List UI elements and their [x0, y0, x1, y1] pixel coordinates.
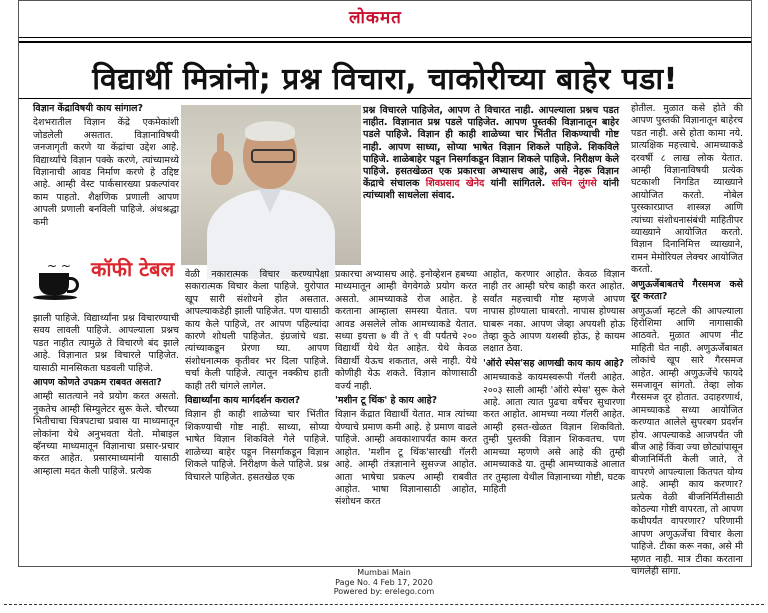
page-footer — [0, 568, 768, 597]
pull-quote — [363, 105, 619, 265]
column-4 — [483, 269, 625, 563]
column-5 — [631, 103, 743, 578]
top-rule — [19, 37, 751, 38]
coffee-cup-icon — [39, 273, 69, 295]
portrait-photo — [181, 105, 361, 265]
paragraph: देशभरातील विज्ञान केंद्रे एकमेकांशी जोडलेली असतात. विज्ञानाविषयी जनजागृती करणे या केंद्रांचा उद्देश आहे. विद्यार्थ्यांचे विज्ञान पक्के करणे, त्यांच्यामध्ये विज्ञानाची आवड निर्माण करणे हे उद्दिष्ट आहे. आम्ही वेस्ट पार्कसारख्या प्रकल्पांवर काम पाहतो. शैक्षणिक प्रणाली आपण आपली प्रणाली बनविली पाहिजे. अंधश्रद्धा कमी — [33, 117, 179, 228]
article-headline: विद्यार्थी मित्रांनो; प्रश्न विचारा, चाकोरीच्या बाहेर पडा! — [92, 62, 678, 97]
quote-tail-2: यांनी त्यांच्याशी साधलेला संवाद. — [363, 178, 619, 202]
cut-line — [4, 604, 764, 605]
paragraph: अणुऊर्जा म्हटले की आपल्याला हिरोशिमा आणि नागासाकी आठवते. मुळात आपण नीट माहिती घेत नाही. अणुऊर्जेबाबत लोकांचे खूप सारे गैरसमज आहेत. आम्ही अणुऊर्जेचे फायदे समजावून सांगतो. तेव्हा लोक गैरसमज दूर होतात. उदाहरणार्थ, आमच्याकडे सध्या आयोजित करण्यात आलेले सुपरबग प्रदर्शन होय. आपल्याकडे आजपर्यंत जी बीज आहे किंवा ज्या छोट्यांपासून बीजानिर्मिती केली जाते, ते वापरणे आपल्याला कितपत योग्य आहे. आम्ही काय करणार? प्रत्येक वेळी बीजनिर्मितीसाठी कोठल्या गोष्टी वापरता, तो आपण कधीपर्यंत वापरणार? परिणामी आपण अणुऊर्जेचा विचार केला पाहिजे. टीका करू नका, असे मी म्हणत नाही. मात्र टीका करताना चांगलेही सांगा. — [631, 305, 743, 578]
paragraph: प्रकारचा अभ्यासच आहे. इनोव्हेशन हबच्या माध्यमातून आम्ही वेगवेगळे प्रयोग करत असतो. आमच्याकडे रोज आहेत. हे करताना आम्हाला समस्या येतात. पण आवड असलेले लोक आमच्याकडे येतात. सध्या इयत्ता ७ वी ते ९ वी पर्यंतचे २०० विद्यार्थी येथे येत आहेत. येथे केवळ विद्यार्थी येऊच शकतात, असे नाही. येथे कोणीही येऊ शकते. विज्ञान कोणासाठी वर्ज्य नाही. — [335, 269, 477, 392]
paragraph: आहोत, करणार आहोत. केवळ विज्ञान नाही तर आम्ही घरेच काही करत आहोत. सर्वांत महत्त्वाची गोष्ट म्हणजे आपण नापास होण्याला घाबरतो. नापास होण्यास घाबरू नका. आपण जेव्हा अपयशी होऊ तेव्हा कुठे आपण यशस्वी होऊ, हे कायम लक्षात ठेवा. — [483, 269, 625, 355]
glasses-icon — [251, 149, 295, 163]
interviewee-name: शिवप्रसाद खेनेद — [425, 178, 485, 190]
column-2 — [185, 269, 329, 563]
question-heading: 'ऑरो स्पेस'सह आणखी काय काय आहे? — [483, 357, 625, 369]
quote-tail: यांनी सांगितले. — [490, 178, 546, 190]
paragraph: आमच्याकडे कायमस्वरूपी गॅलरी आहेत. २००३ साली आम्ही 'ऑरो स्पेस' सुरू केले आहे. आता त्यात पुढचा वर्षेचर सुधारणा करत आहोत. आमच्या नव्या गॅलरी आहेत. आम्ही हसत-खेळत विज्ञान शिकवितो. तुम्ही पुस्तकी विज्ञान शिकवतच. पण आमच्या म्हणणे असे आहे की तुम्ही आमच्याकडे या. तुम्ही आमच्याकडे आलात तर तुम्हाला येथील विज्ञानाच्या गोष्टी, घटक माहिती — [483, 372, 625, 495]
footer-edition: Mumbai Main — [357, 568, 411, 577]
quote-body: प्रश्न विचारले पाहिजेत, आपण ते विचारत नाही. आपल्याला प्रश्नच पडत नाहीत. विज्ञानात प्रश्न पडले पाहिजेत. आपण पुस्तकी विज्ञानातून बाहेर पडले पाहिजे. विज्ञान ही काही शाळेच्या चार भिंतीत शिकण्याची गोष्ट नाही. आपण साध्या, सोप्या भाषेत विज्ञान शिकले पाहिजे. शिकविले पाहिजे. शाळेबाहेर पडून निसर्गाकडून विज्ञान शिकले पाहिजे. निरीक्षण केले पाहिजे. हसतखेळत एक प्रकारचा अभ्यासच आहे, असे नेहरू विज्ञान केंद्राचे संचालक — [363, 105, 619, 190]
column-1-top — [33, 103, 179, 253]
top-rule-thick — [19, 41, 751, 43]
footer-page-date: Page No. 4 Feb 17, 2020 — [335, 577, 433, 587]
paragraph: वेळी नकारात्मक विचार करण्यापेक्षा सकारात्मक विचार केला पाहिजे. युरोपात खूप सारी संशोधने होत असतात. आपल्याकडेही झाली पाहिजेत. पण यासाठी काय केले पाहिजे, तर आपण पहिल्यांदा कारणे शोधली पाहिजेत. इंग्रजांचे धडा. त्यांच्याकडून प्रेरणा घ्या. आपण संशोधनात्मक कृतीवर भर दिला पाहिजे. चर्चा केली पाहिजे. त्यातून नक्कीच हाती काही तरी चांगले लागेल. — [185, 269, 329, 392]
headline-rule — [19, 98, 751, 99]
steam-icon: ~ ~ — [47, 259, 71, 273]
paragraph: झाली पाहिजे. विद्यार्थ्यांना प्रश्न विचारण्याची सवय लावली पाहिजे. आपल्याला प्रश्नच पडत नाहीत त्यामुळे ते विचारणे बंद झाले आहे. विज्ञानात प्रश्न विचारले पाहिजेत. यासाठी मानसिकता घडवली पाहिजे. — [33, 313, 179, 374]
question-heading: अणुऊर्जेबाबतचे गैरसमज कसे दूर करता? — [631, 278, 743, 303]
question-heading: विज्ञान केंद्राविषयी काय सांगाल? — [33, 103, 143, 114]
footer-powered-by: Powered by: erelego.com — [333, 587, 435, 596]
paragraph: विज्ञान केंद्रात विद्यार्थी येतात. मात्र त्यांच्या येण्याचे प्रमाण कमी आहे. हे प्रमाण वाढले पाहिजे. आम्ही अवकाशापर्यंत काम करत आहोत. 'मशीन टू थिंक'सारखी गॅलरी आहे. आम्ही तंत्रज्ञानाने सुसज्ज आहोत. आता भाषेचा प्रकल्प आम्ही राबवीत आहोत. भाषा विज्ञानासाठी आहोत, संशोधन करत — [335, 409, 477, 508]
newspaper-logo: लोकमत — [349, 8, 402, 28]
masthead — [19, 1, 751, 41]
paragraph: होतील. मुळात कसे होते की आपण पुस्तकी विज्ञानातून बाहेरच पडत नाही. असे होता कामा नये. प्रात्यक्षिक महत्त्वाचे. आमच्याकडे दरवर्षी ८ लाख लोक येतात. आम्ही विज्ञानाविषयी प्रत्येक घटकाशी निगडित व्याख्याने आयोजित करतो. नोबेल पुरस्कारप्राप्त शास्त्रज्ञ आणि त्यांच्या संशोधनासंबंधी माहितीपर व्याख्याने आयोजित करतो. विज्ञान दिनानिमित्त व्याख्याने, रामन मेमोरियल लेक्चर आयोजित करतो. — [631, 103, 743, 276]
paragraph: आम्ही सातत्याने नवे प्रयोग करत असतो. नुकतेच आम्ही सिम्युलेटर सुरू केले. चौरच्या भितीचाचा चित्रपटाचा प्रवास या माध्यमातून लोकांना येथे अनुभवता येतो. मोबाइल व्हॅनच्या माध्यमातून विज्ञानाचा प्रसार-प्रचार करत आहेत. प्रसारमाध्यमांनी यासाठी आम्हाला मदत केली पाहिजे. प्रत्येक — [33, 391, 179, 477]
coffee-table-title: कॉफी टेबल — [91, 257, 175, 281]
coffee-table-logo — [33, 255, 183, 313]
question-heading: विद्यार्थ्यांना काय मार्गदर्शन कराल? — [185, 395, 301, 407]
column-1-bottom — [33, 313, 179, 563]
paragraph: विज्ञान ही काही शाळेच्या चार भिंतीत शिकण्याची गोष्ट नाही. साध्या, सोप्या भाषेत विज्ञान शिकविले गेले पाहिजे. शाळेच्या बाहेर पडून निसर्गाकडून विज्ञान शिकले पाहिजे. निरीक्षण केले पाहिजे. प्रश्न विचारले पाहिजेत. हसतखेळ एक — [185, 409, 329, 483]
interviewer-name: सचिन लुंगसे — [551, 178, 597, 190]
column-3 — [335, 269, 477, 563]
question-heading: 'मशीन टू थिंक' हे काय आहे? — [335, 395, 438, 407]
question-heading: आपण कोणते उपक्रम राबवत असता? — [33, 377, 162, 389]
